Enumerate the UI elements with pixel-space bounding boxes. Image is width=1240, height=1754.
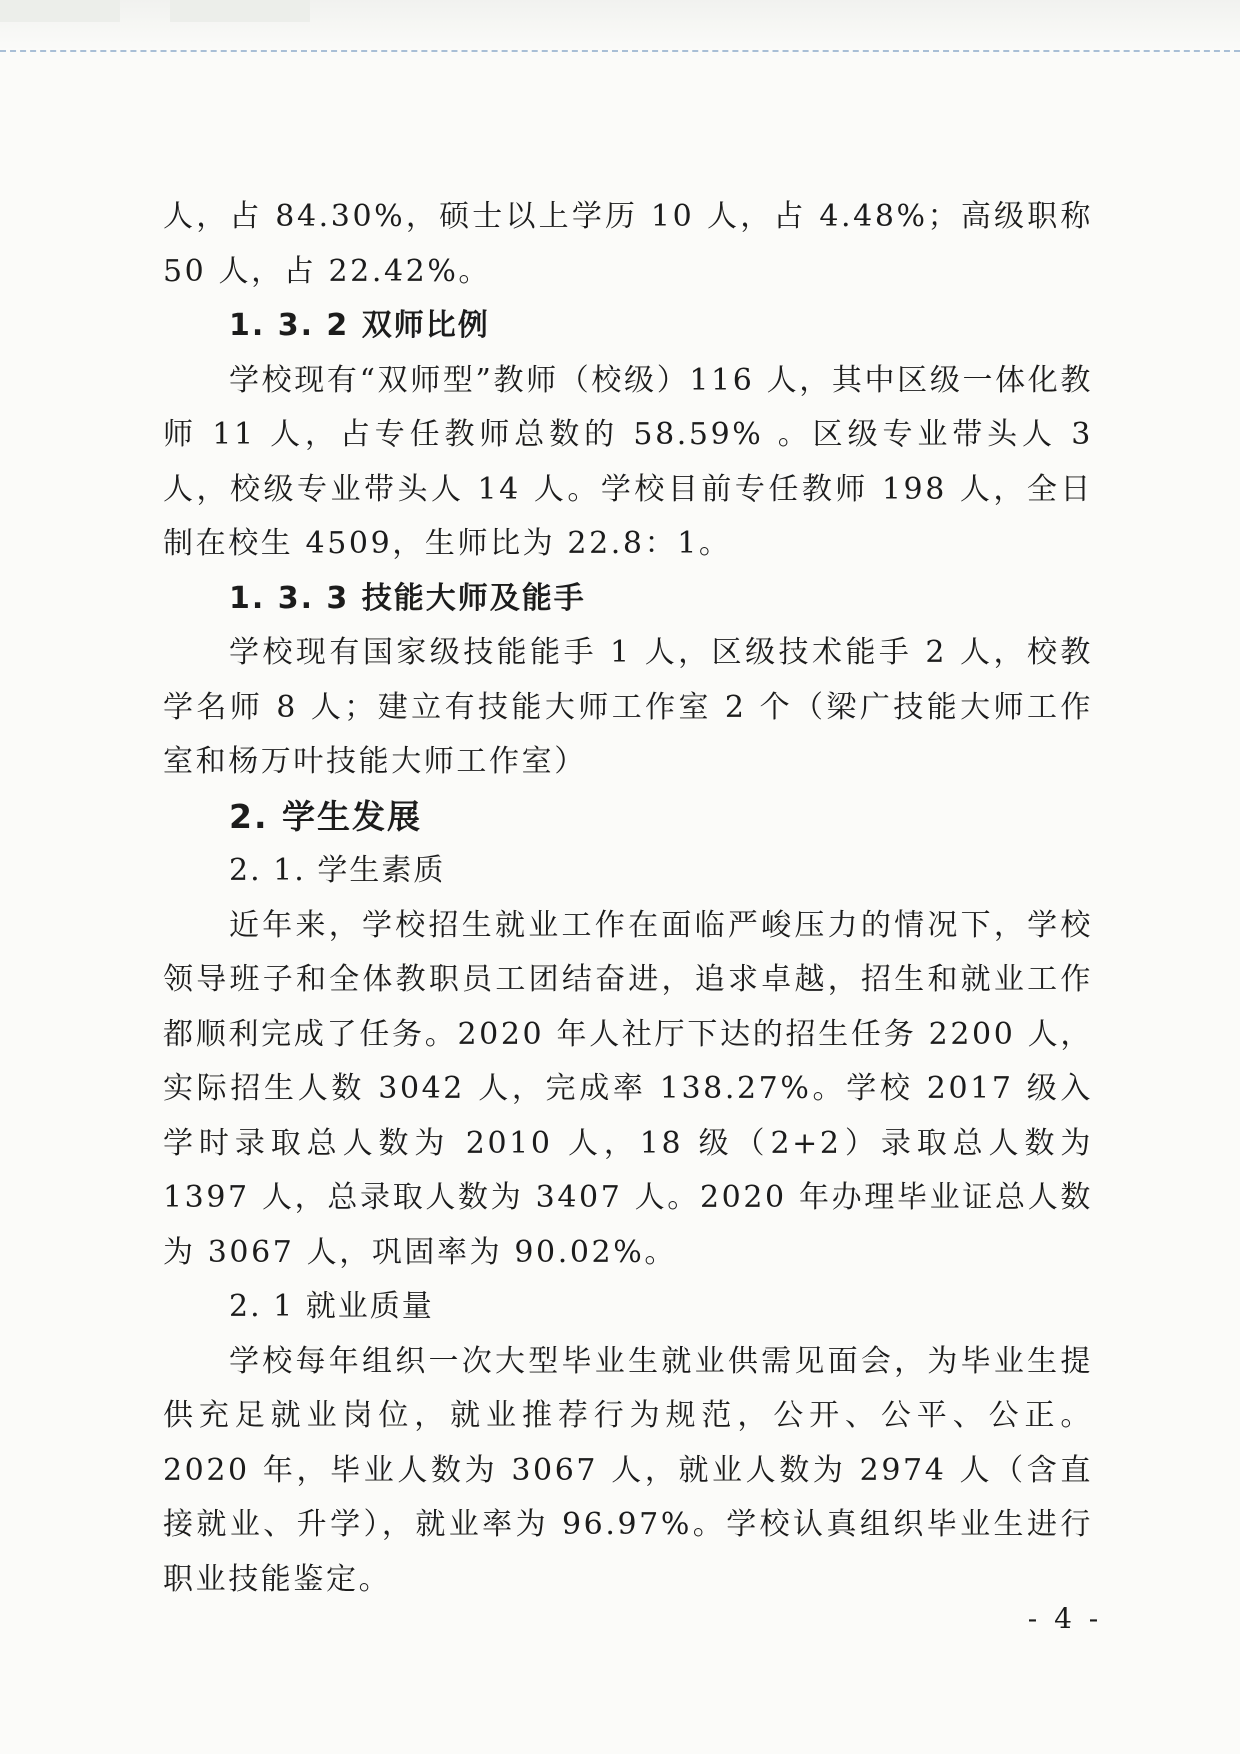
scan-top-mark xyxy=(170,0,310,22)
page-number: - 4 - xyxy=(1027,1602,1103,1635)
paragraph-staff-qualification: 人，占 84.30%，硕士以上学历 10 人，占 4.48%；高级职称 50 人，占 22.42%。 xyxy=(163,199,1093,289)
heading-1-3-2: 1. 3. 2 双师比例 xyxy=(229,308,490,343)
heading-2: 2. 学生发展 xyxy=(229,796,422,836)
paragraph-student-quality: 近年来，学校招生就业工作在面临严峻压力的情况下，学校领导班子和全体教职员工团结奋进，追求卓越，招生和就业工作都顺利完成了任务。2020 年人社厅下达的招生任务 2200 人，实际招生人数 3042 人，完成率 138.27%。学校 2017 级入学时录取总人数为 2010 人，18 级（2+2）录取总人数为 1397 人，总录取人数为 3407 人。2020 年办理毕业证总人数为 3067 人，巩固率为 90.02%。 xyxy=(163,907,1093,1270)
heading-1-3-3: 1. 3. 3 技能大师及能手 xyxy=(229,580,586,616)
heading-2-1: 2. 1. 学生素质 xyxy=(229,853,446,888)
document-body xyxy=(163,190,1093,1607)
header-rule xyxy=(0,50,1240,52)
scan-top-band xyxy=(0,0,1240,50)
scan-top-mark xyxy=(0,0,120,22)
paragraph-dual-teacher-ratio: 学校现有“双师型”教师（校级）116 人，其中区级一体化教师 11 人，占专任教师总数的 58.59% 。区级专业带头人 3 人，校级专业带头人 14 人。学校目前专任教师 198 人，全日制在校生 4509，生师比为 22.8：1。 xyxy=(163,362,1093,561)
heading-2-1-employment: 2. 1 就业质量 xyxy=(229,1289,434,1324)
paragraph-skill-masters: 学校现有国家级技能能手 1 人，区级技术能手 2 人，校教学名师 8 人；建立有技能大师工作室 2 个（梁广技能大师工作室和杨万叶技能大师工作室） xyxy=(163,635,1093,779)
paragraph-employment-quality: 学校每年组织一次大型毕业生就业供需见面会，为毕业生提供充足就业岗位，就业推荐行为规范，公开、公平、公正。2020 年，毕业人数为 3067 人，就业人数为 2974 人（含直接就业、升学），就业率为 96.97%。学校认真组织毕业生进行职业技能鉴定。 xyxy=(163,1343,1093,1597)
